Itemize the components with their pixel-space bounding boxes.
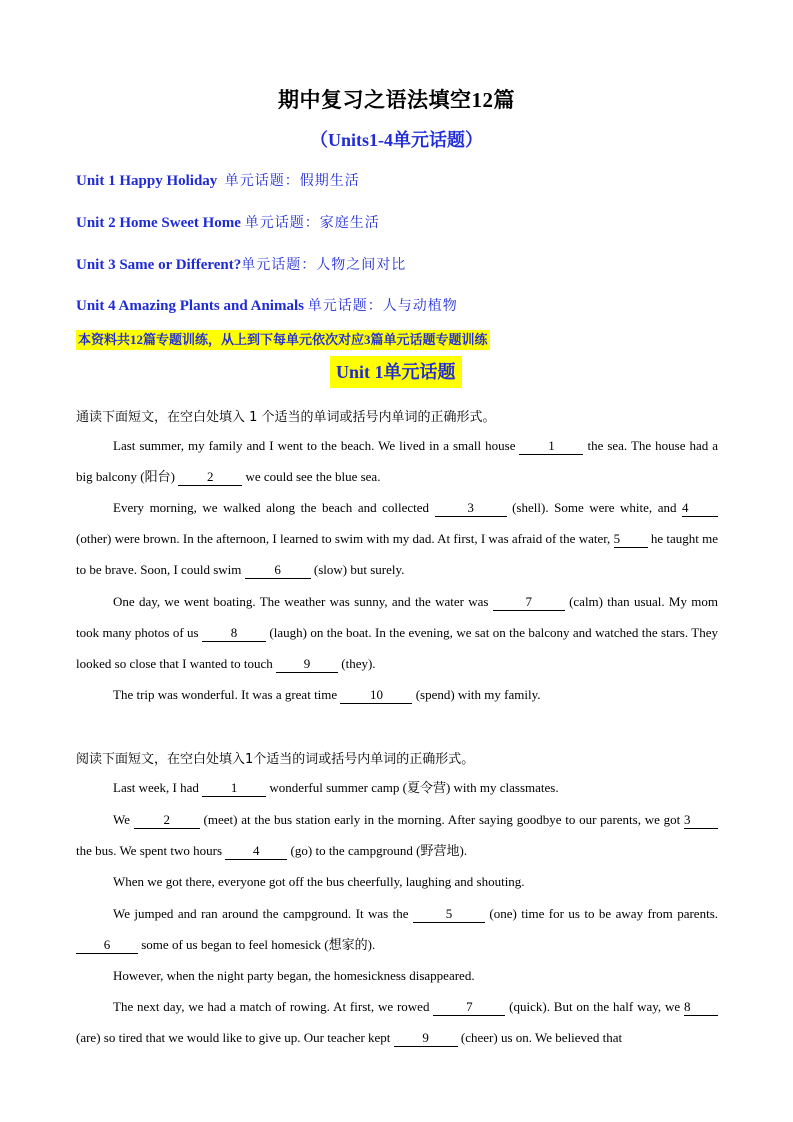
text: Last week, I had <box>113 780 203 795</box>
passage2-paragraph-6 <box>76 991 718 1053</box>
notice-banner: 本资料共12篇专题训练，从上到下每单元依次对应3篇单元话题专题训练 <box>76 330 490 350</box>
text: (slow) but surely. <box>310 562 405 577</box>
text: he taught me to be brave. Soon, I could swim <box>76 531 718 577</box>
unit-topic: 单元话题：人物之间对比 <box>241 257 407 273</box>
text: Every morning, we walked along the beach and collected <box>113 500 435 515</box>
text: However, when the night party began, the homesickness disappeared. <box>113 968 475 983</box>
page-subtitle: （Units1-4单元话题） <box>309 130 483 150</box>
passage2-instruction: 阅读下面短文，在空白处填入1个适当的词或括号内单词的正确形式。 <box>76 752 475 767</box>
unit-1-line <box>76 170 360 190</box>
blank-1[interactable]: 1 <box>519 438 583 455</box>
text: (one) time for us to be away from parents. <box>484 906 718 921</box>
section-heading: Unit 1单元话题 <box>330 356 462 388</box>
unit-name: Unit 3 Same or Different? <box>76 257 242 273</box>
text: (calm) than usual. My mom took many photos of us <box>76 594 718 640</box>
blank-5[interactable]: 5 <box>413 906 485 923</box>
unit-topic: 单元话题：家庭生活 <box>244 215 380 231</box>
blank-7[interactable]: 7 <box>493 594 565 611</box>
passage2-paragraph-5 <box>76 960 718 991</box>
passage1-paragraph-2 <box>76 492 718 585</box>
passage2-paragraph-3 <box>76 866 718 897</box>
page-title: 期中复习之语法填空12篇 <box>278 88 515 112</box>
unit-2-line <box>76 212 380 232</box>
blank-7[interactable]: 7 <box>433 999 505 1016</box>
blank-8[interactable]: 8 <box>684 999 718 1016</box>
unit-name: Unit 4 Amazing Plants and Animals <box>76 298 304 314</box>
blank-2[interactable]: 2 <box>178 469 242 486</box>
blank-6[interactable]: 6 <box>76 937 138 954</box>
blank-9[interactable]: 9 <box>276 656 338 673</box>
passage2-paragraph-2 <box>76 804 718 866</box>
text: the bus. We spent two hours <box>76 843 226 858</box>
text: The next day, we had a match of rowing. At first, we rowed <box>113 999 434 1014</box>
blank-4[interactable]: 4 <box>682 500 718 517</box>
text: wonderful summer camp (夏令营) with my classmates. <box>266 780 559 795</box>
text: (quick). But on the half way, we <box>505 999 684 1014</box>
blank-8[interactable]: 8 <box>202 625 266 642</box>
blank-4[interactable]: 4 <box>225 843 287 860</box>
unit-name: Unit 2 Home Sweet Home <box>76 215 241 231</box>
text: (laugh) on the boat. In the evening, we sat on the balcony and watched the stars. They looked so close that I wanted to touch <box>76 625 718 671</box>
passage2-paragraph-1 <box>76 772 718 803</box>
text: we could see the blue sea. <box>242 469 381 484</box>
text: (go) to the campground (野营地). <box>287 843 468 858</box>
passage1-paragraph-3 <box>76 586 718 679</box>
text: The trip was wonderful. It was a great time <box>113 687 341 702</box>
unit-3-line <box>76 254 406 274</box>
text: When we got there, everyone got off the bus cheerfully, laughing and shouting. <box>113 874 525 889</box>
passage2-paragraph-4 <box>76 898 718 960</box>
blank-5[interactable]: 5 <box>614 531 648 548</box>
unit-4-line <box>76 295 458 315</box>
unit-topic: 单元话题：人与动植物 <box>307 298 458 314</box>
passage1-paragraph-4 <box>76 679 718 710</box>
blank-10[interactable]: 10 <box>340 687 412 704</box>
blank-2[interactable]: 2 <box>134 812 200 829</box>
blank-1[interactable]: 1 <box>202 780 266 797</box>
text: (spend) with my family. <box>412 687 541 702</box>
text: Last summer, my family and I went to the beach. We lived in a small house <box>113 438 520 453</box>
text: (cheer) us on. We believed that <box>457 1030 623 1045</box>
blank-3[interactable]: 3 <box>684 812 718 829</box>
passage1-paragraph-1 <box>76 430 718 492</box>
unit-name: Unit 1 Happy Holiday <box>76 173 218 189</box>
text: (are) so tired that we would like to give up. Our teacher kept <box>76 1030 394 1045</box>
text: (other) were brown. In the afternoon, I learned to swim with my dad. At first, I was afraid of the water, <box>76 531 614 546</box>
blank-3[interactable]: 3 <box>435 500 507 517</box>
text: the sea. The house had a big balcony (阳台) <box>76 438 718 484</box>
text: We <box>113 812 134 827</box>
text: (shell). Some were white, and <box>506 500 682 515</box>
blank-9[interactable]: 9 <box>394 1030 458 1047</box>
text: We jumped and ran around the campground. It was the <box>113 906 413 921</box>
passage1-instruction: 通读下面短文，在空白处填入 1 个适当的单词或括号内单词的正确形式。 <box>76 410 496 425</box>
text: some of us began to feel homesick (想家的). <box>138 937 376 952</box>
unit-topic: 单元话题：假期生活 <box>224 173 360 189</box>
blank-6[interactable]: 6 <box>245 562 311 579</box>
text: (meet) at the bus station early in the morning. After saying goodbye to our parents, we got <box>199 812 685 827</box>
text: (they). <box>338 656 376 671</box>
text: One day, we went boating. The weather was sunny, and the water was <box>113 594 493 609</box>
